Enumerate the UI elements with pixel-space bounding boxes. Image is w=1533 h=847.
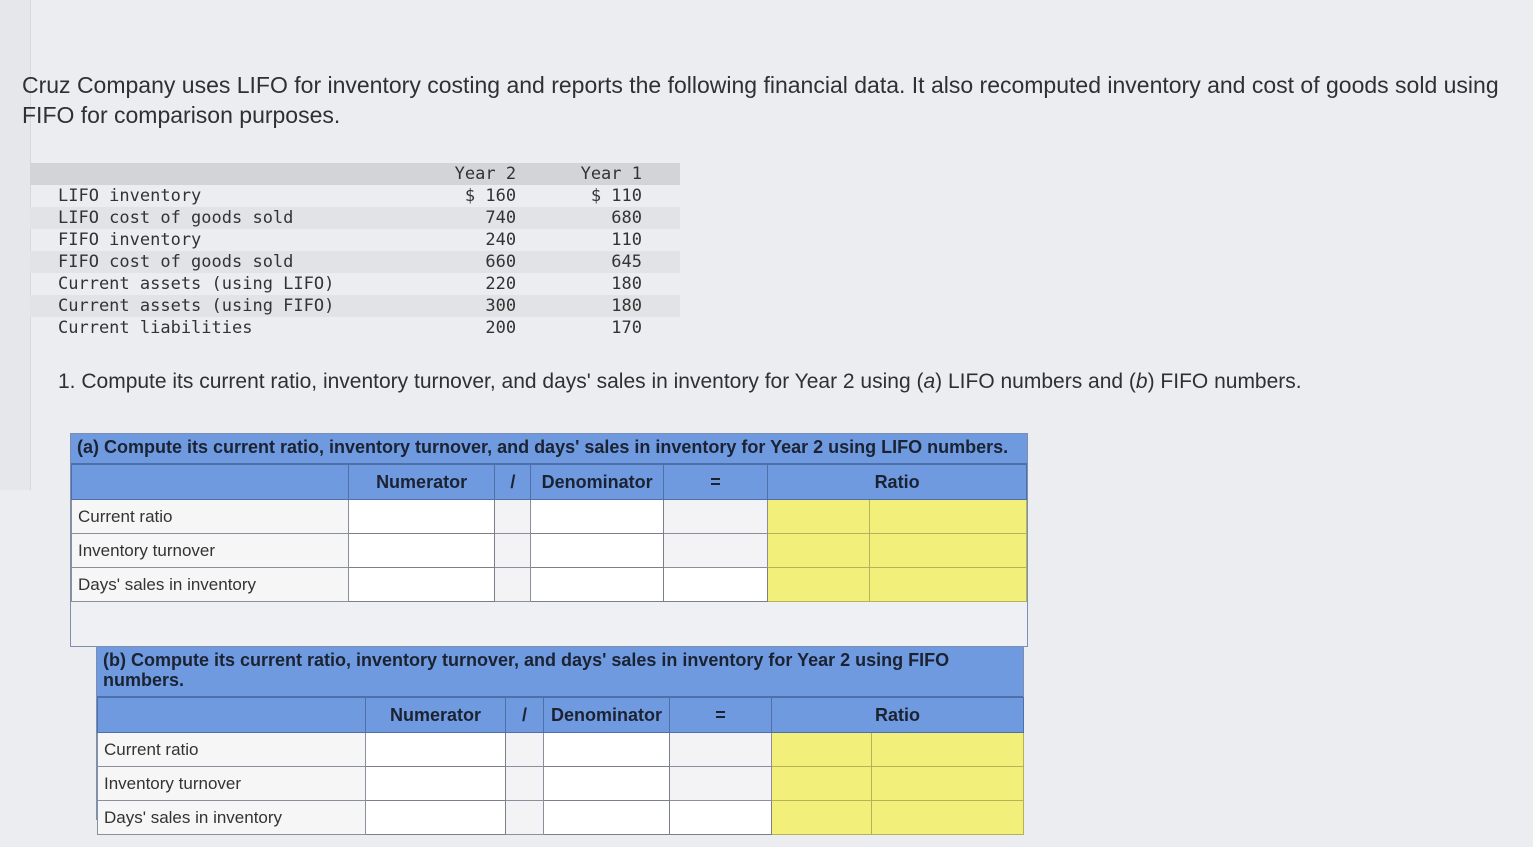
numerator-header: Numerator bbox=[348, 465, 494, 500]
header-year-2: Year 2 bbox=[454, 164, 517, 184]
year2-value: $ 160 bbox=[464, 186, 517, 206]
part-b-panel bbox=[96, 646, 1024, 827]
table-row bbox=[30, 295, 680, 317]
denominator-header: Denominator bbox=[544, 698, 670, 733]
year2-value: 740 bbox=[485, 208, 517, 228]
numerator-header: Numerator bbox=[366, 698, 506, 733]
table-row bbox=[30, 207, 680, 229]
numerator-field[interactable] bbox=[367, 734, 504, 765]
denominator-field[interactable] bbox=[545, 734, 668, 765]
numerator-input[interactable] bbox=[348, 568, 494, 602]
denominator-input[interactable] bbox=[531, 534, 663, 568]
question-number: 1. bbox=[58, 370, 76, 393]
row-label-days-sales: Days' sales in inventory bbox=[98, 801, 366, 835]
ratio-header: Ratio bbox=[768, 465, 1027, 500]
numerator-input[interactable] bbox=[366, 767, 506, 801]
denominator-input[interactable] bbox=[531, 500, 663, 534]
equals-header: = bbox=[670, 698, 772, 733]
part-b-table bbox=[97, 697, 1024, 835]
ratio-unit bbox=[870, 500, 1027, 534]
denominator-input[interactable] bbox=[544, 767, 670, 801]
multiplier-field[interactable] bbox=[671, 802, 770, 833]
row-label: Current assets (using FIFO) bbox=[58, 296, 335, 316]
ratio-result bbox=[768, 568, 870, 602]
denominator-field[interactable] bbox=[545, 802, 668, 833]
part-b-title: (b) Compute its current ratio, inventory turnover, and days' sales in inventory for Year 2 using FIFO numbers. bbox=[97, 647, 1023, 697]
denominator-input[interactable] bbox=[544, 733, 670, 767]
part-a-panel bbox=[70, 433, 1028, 647]
part-b-header-row bbox=[98, 698, 1024, 733]
numerator-field[interactable] bbox=[350, 501, 493, 532]
year1-value: 110 bbox=[611, 230, 642, 250]
ratio-unit bbox=[872, 733, 1024, 767]
ratio-unit bbox=[872, 767, 1024, 801]
table-row bbox=[30, 229, 680, 251]
table-row bbox=[30, 251, 680, 273]
ratio-result bbox=[772, 767, 872, 801]
part-a-table bbox=[71, 464, 1027, 602]
denominator-field[interactable] bbox=[532, 501, 661, 532]
denominator-field[interactable] bbox=[532, 535, 661, 566]
multiplier-input[interactable] bbox=[663, 568, 767, 602]
table-row bbox=[72, 500, 1027, 534]
numerator-field[interactable] bbox=[350, 569, 493, 600]
ratio-unit bbox=[870, 534, 1027, 568]
year1-value: 680 bbox=[611, 208, 642, 228]
year2-value: 240 bbox=[485, 230, 517, 250]
row-label: Current assets (using LIFO) bbox=[58, 274, 335, 294]
question-1: 1. Compute its current ratio, inventory turnover, and days' sales in inventory for Year 2 using (a) LIFO numbers and (b) FIFO numbers. bbox=[58, 370, 1302, 393]
ratio-unit bbox=[872, 801, 1024, 835]
row-label-inventory-turnover: Inventory turnover bbox=[72, 534, 349, 568]
numerator-input[interactable] bbox=[348, 500, 494, 534]
intro-text: Cruz Company uses LIFO for inventory costing and reports the following financial data. It also recomputed inventory and cost of goods sold using FIFO for comparison purposes. bbox=[22, 72, 1499, 128]
table-row bbox=[98, 801, 1024, 835]
header-year-1: Year 1 bbox=[580, 164, 642, 184]
part-a-title: (a) Compute its current ratio, inventory turnover, and days' sales in inventory for Year 2 using LIFO numbers. bbox=[71, 434, 1027, 464]
row-label-current-ratio: Current ratio bbox=[72, 500, 349, 534]
row-label: FIFO cost of goods sold bbox=[58, 252, 294, 272]
financial-data-table bbox=[30, 163, 680, 339]
ratio-result bbox=[772, 733, 872, 767]
year2-value: 660 bbox=[485, 252, 517, 272]
year1-value: 645 bbox=[611, 252, 642, 272]
ratio-unit bbox=[870, 568, 1027, 602]
numerator-input[interactable] bbox=[366, 733, 506, 767]
table-row bbox=[30, 185, 680, 207]
row-label-inventory-turnover: Inventory turnover bbox=[98, 767, 366, 801]
denominator-input[interactable] bbox=[544, 801, 670, 835]
divide-header: / bbox=[506, 698, 544, 733]
year1-value: $ 110 bbox=[590, 186, 642, 206]
numerator-field[interactable] bbox=[367, 768, 504, 799]
ratio-result bbox=[768, 500, 870, 534]
denominator-header: Denominator bbox=[531, 465, 663, 500]
table-row bbox=[30, 317, 680, 339]
equals-header: = bbox=[663, 465, 767, 500]
multiplier-input[interactable] bbox=[670, 801, 772, 835]
table-row bbox=[30, 273, 680, 295]
row-label: LIFO inventory bbox=[58, 186, 202, 206]
year2-value: 300 bbox=[485, 296, 517, 316]
multiplier-field[interactable] bbox=[665, 569, 766, 600]
numerator-field[interactable] bbox=[367, 802, 504, 833]
row-label-days-sales: Days' sales in inventory bbox=[72, 568, 349, 602]
row-label: LIFO cost of goods sold bbox=[58, 208, 294, 228]
year1-value: 180 bbox=[611, 274, 642, 294]
row-label-current-ratio: Current ratio bbox=[98, 733, 366, 767]
ratio-result bbox=[772, 801, 872, 835]
numerator-input[interactable] bbox=[366, 801, 506, 835]
numerator-input[interactable] bbox=[348, 534, 494, 568]
ratio-header: Ratio bbox=[772, 698, 1024, 733]
year1-value: 170 bbox=[611, 318, 642, 338]
table-row bbox=[72, 568, 1027, 602]
denominator-input[interactable] bbox=[531, 568, 663, 602]
denominator-field[interactable] bbox=[545, 768, 668, 799]
divide-header: / bbox=[495, 465, 531, 500]
numerator-field[interactable] bbox=[350, 535, 493, 566]
year2-value: 200 bbox=[485, 318, 517, 338]
row-label: Current liabilities bbox=[58, 318, 253, 338]
denominator-field[interactable] bbox=[532, 569, 661, 600]
table-row bbox=[98, 767, 1024, 801]
ratio-result bbox=[768, 534, 870, 568]
row-label: FIFO inventory bbox=[58, 230, 202, 250]
table-header-row bbox=[30, 163, 680, 185]
table-row bbox=[72, 534, 1027, 568]
year2-value: 220 bbox=[485, 274, 517, 294]
part-a-header-row bbox=[72, 465, 1027, 500]
year1-value: 180 bbox=[611, 296, 642, 316]
table-row bbox=[98, 733, 1024, 767]
